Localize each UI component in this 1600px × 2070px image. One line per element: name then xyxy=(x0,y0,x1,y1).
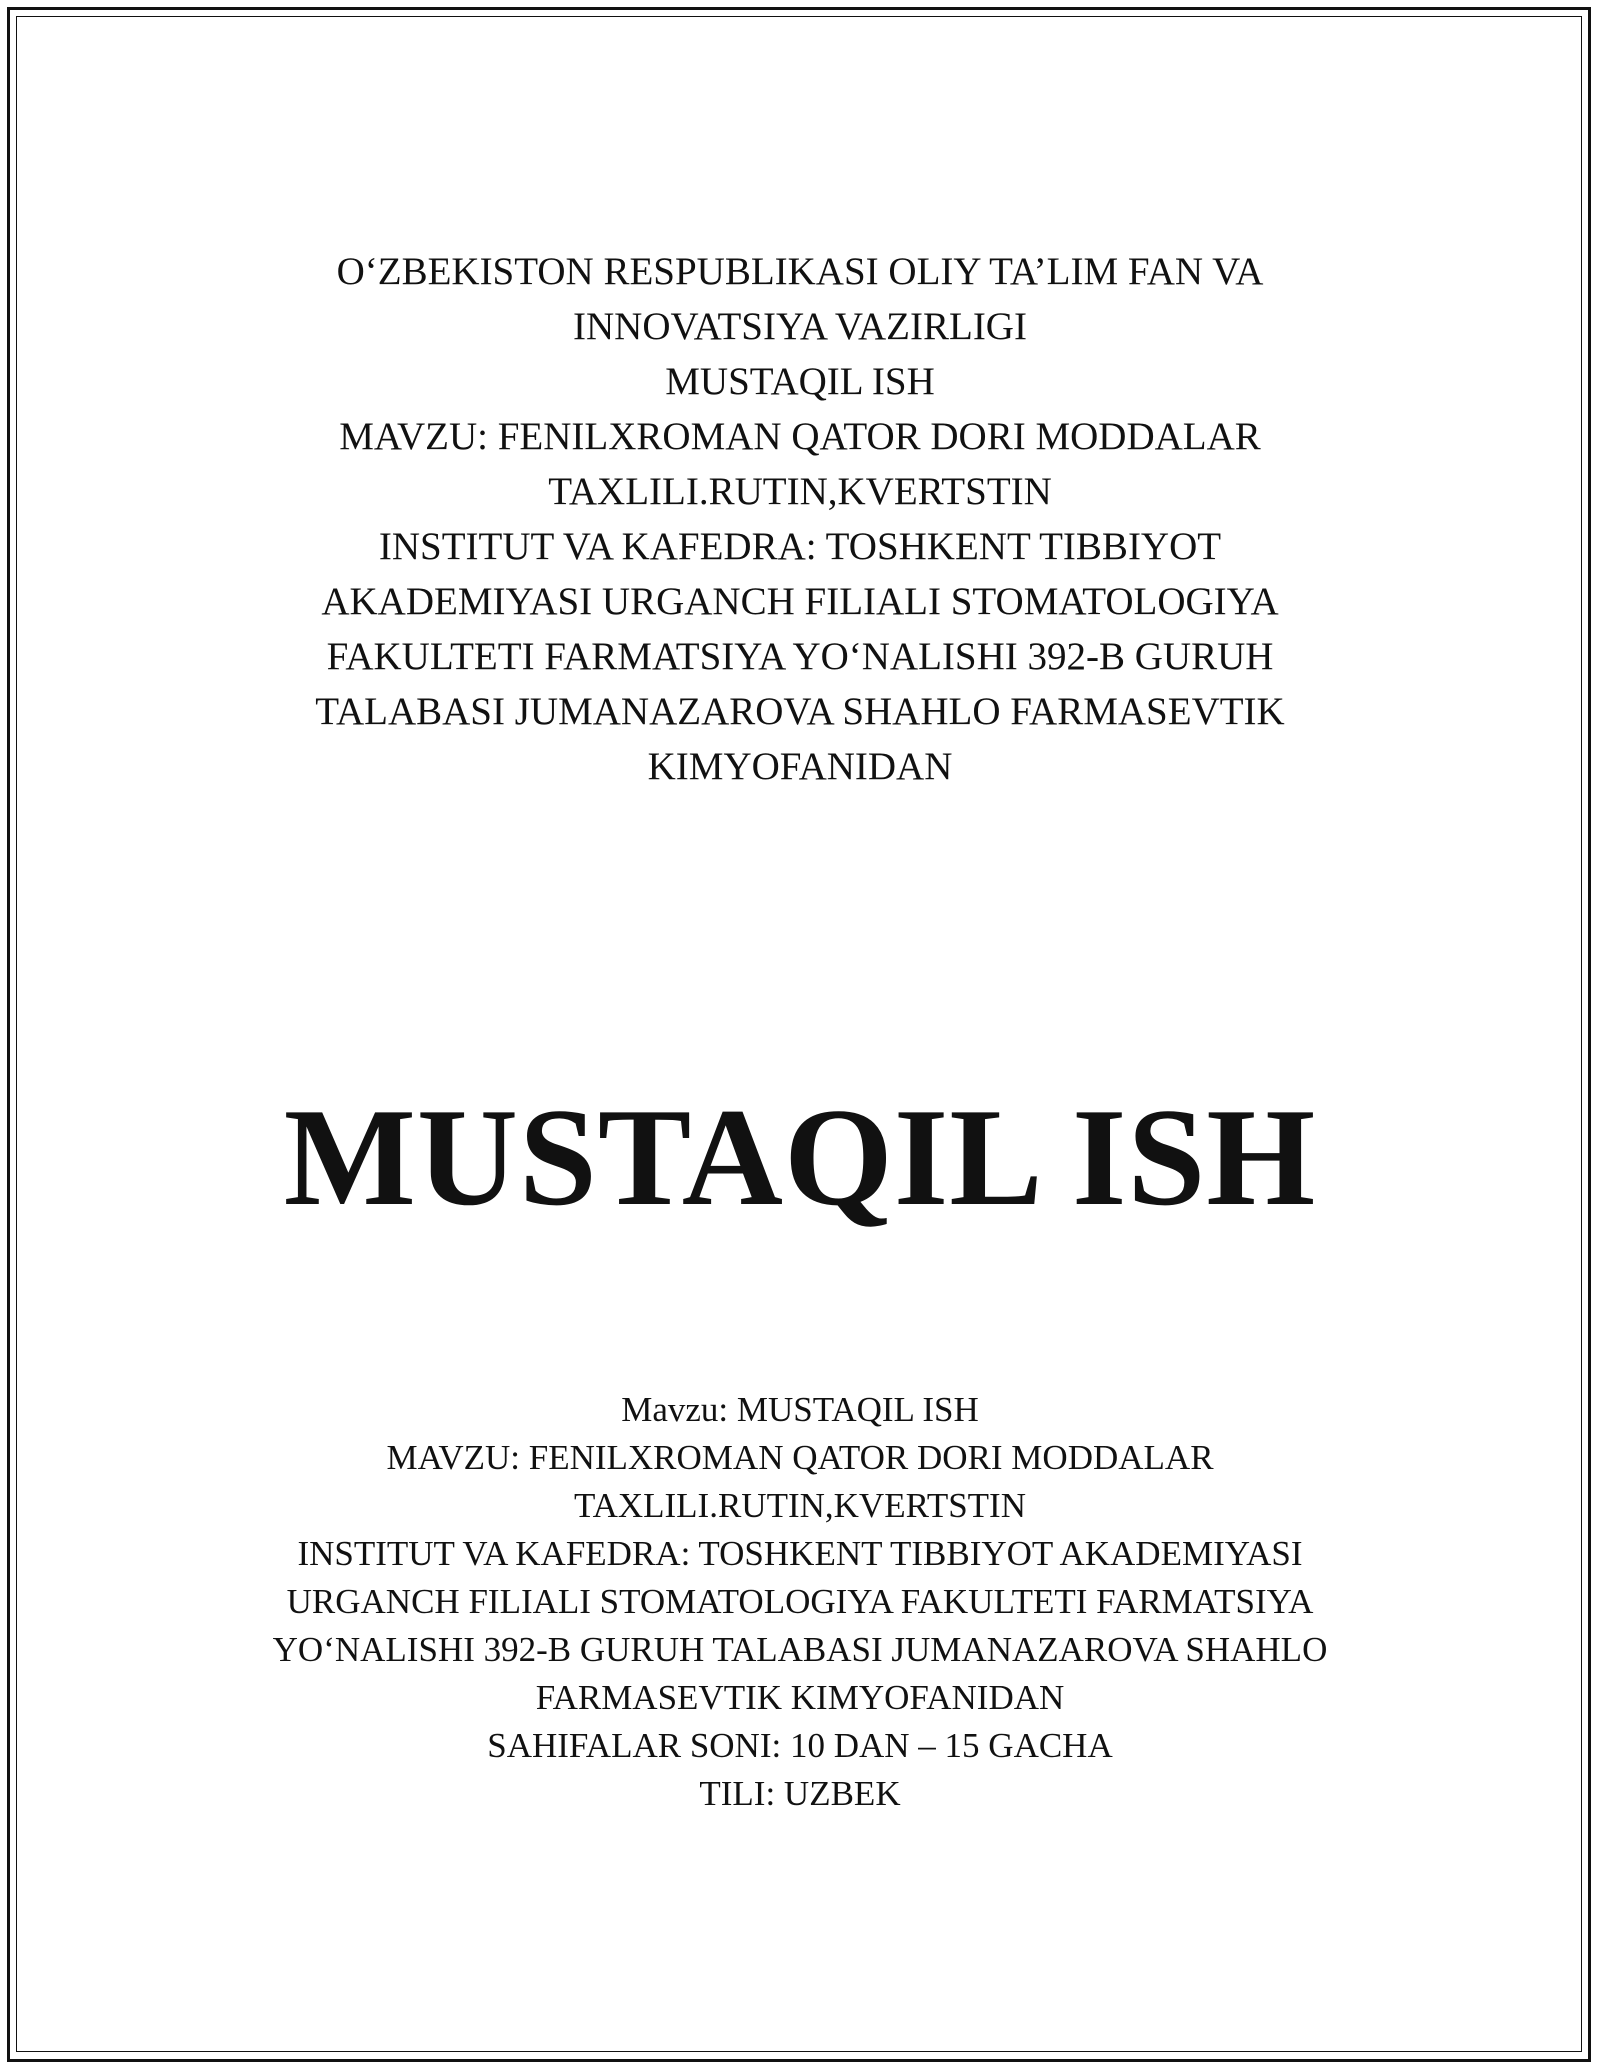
footer-line: TILI: UZBEK xyxy=(699,1774,901,1813)
footer-line: SAHIFALAR SONI: 10 DAN – 15 GACHA xyxy=(487,1726,1113,1765)
header-line: TALABASI JUMANAZAROVA SHAHLO FARMASEVTIK xyxy=(315,690,1285,733)
header-line: AKADEMIYASI URGANCH FILIALI STOMATOLOGIYA xyxy=(321,580,1279,623)
header-line: INNOVATSIYA VAZIRLIGI xyxy=(573,305,1027,348)
header-line: MAVZU: FENILXROMAN QATOR DORI MODDALAR xyxy=(339,415,1261,458)
page-title: MUSTAQIL ISH xyxy=(283,1080,1317,1235)
footer-line: MAVZU: FENILXROMAN QATOR DORI MODDALAR xyxy=(386,1438,1214,1477)
footer-line: URGANCH FILIALI STOMATOLOGIYA FAKULTETI FARMATSIYA xyxy=(286,1582,1314,1621)
footer-line: Mavzu: MUSTAQIL ISH xyxy=(621,1390,979,1429)
footer-line: TAXLILI.RUTIN,KVERTSTIN xyxy=(574,1486,1026,1525)
header-block xyxy=(200,244,1400,794)
footer-line: INSTITUT VA KAFEDRA: TOSHKENT TIBBIYOT AKADEMIYASI xyxy=(297,1534,1303,1573)
header-line: MUSTAQIL ISH xyxy=(665,360,935,403)
footer-line: FARMASEVTIK KIMYOFANIDAN xyxy=(535,1678,1065,1717)
footer-block xyxy=(200,1386,1400,1818)
header-line: TAXLILI.RUTIN,KVERTSTIN xyxy=(548,470,1052,513)
header-line: KIMYOFANIDAN xyxy=(647,745,953,788)
footer-line: YO‘NALISHI 392-B GURUH TALABASI JUMANAZAROVA SHAHLO xyxy=(272,1630,1328,1669)
header-line: FAKULTETI FARMATSIYA YO‘NALISHI 392-B GURUH xyxy=(326,635,1274,678)
header-line: INSTITUT VA KAFEDRA: TOSHKENT TIBBIYOT xyxy=(378,525,1222,568)
header-line: O‘ZBEKISTON RESPUBLIKASI OLIY TA’LIM FAN VA xyxy=(336,250,1264,293)
